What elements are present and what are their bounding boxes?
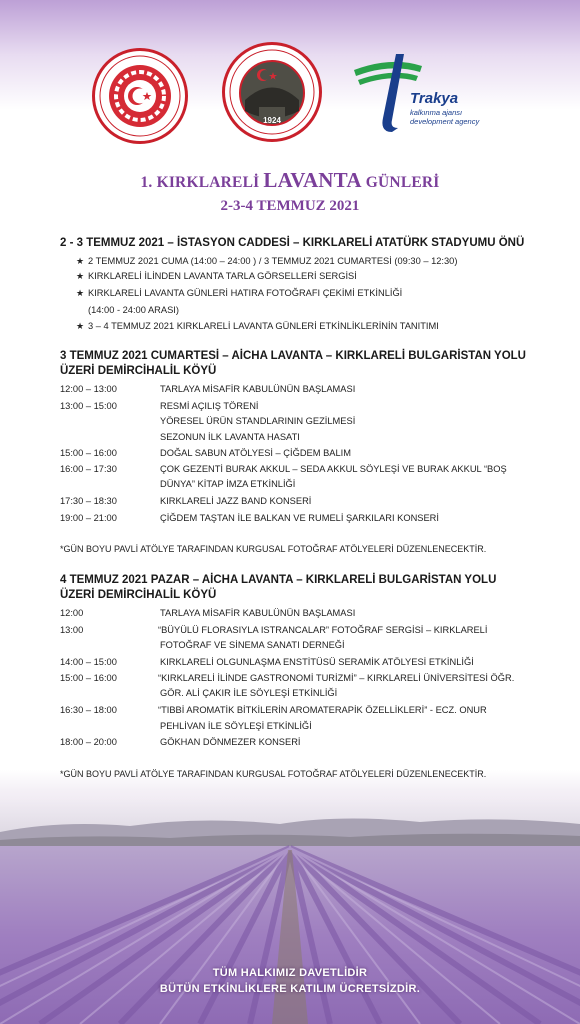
schedule-description: SEZONUN İLK LAVANTA HASATI <box>160 432 300 442</box>
poster-dates: 2-3-4 TEMMUZ 2021 <box>220 198 360 214</box>
schedule-time: 18:00 – 20:00 <box>60 737 117 747</box>
bullet-star-icon: ★ <box>76 271 85 281</box>
schedule-time: 13:00 <box>60 625 84 635</box>
schedule-description: TARLAYA MİSAFİR KABULÜNÜN BAŞLAMASI <box>160 384 356 394</box>
section2-heading-line2: ÜZERİ DEMİRCİHALİL KÖYÜ <box>60 365 217 377</box>
schedule-time: 13:00 – 15:00 <box>60 401 117 411</box>
poster-title <box>0 168 580 193</box>
schedule-description: DÜNYA” KİTAP İMZA ETKİNLİĞİ <box>160 479 296 489</box>
section3-note: *GÜN BOYU PAVLİ ATÖLYE TARAFINDAN KURGUSAL FOTOĞRAF ATÖLYELERİ DÜZENLENECEKTİR. <box>60 769 487 779</box>
schedule-description: “KIRKLARELİ İLİNDE GASTRONOMİ TURİZMİ” – KIRKLARELİ ÜNİVERSİTESİ ÖĞR. <box>158 673 515 683</box>
bullet-star-icon: ★ <box>76 256 85 266</box>
section1-line: KIRKLARELİ İLİNDEN LAVANTA TARLA GÖRSELLERİ SERGİSİ <box>88 271 357 281</box>
section2-note: *GÜN BOYU PAVLİ ATÖLYE TARAFINDAN KURGUSAL FOTOĞRAF ATÖLYELERİ DÜZENLENECEKTİR. <box>60 544 487 554</box>
schedule-time: 17:30 – 18:30 <box>60 496 117 506</box>
schedule-time: 12:00 – 13:00 <box>60 384 117 394</box>
section2-heading <box>60 349 530 379</box>
footer-free-entry: BÜTÜN ETKİNLİKLERE KATILIM ÜCRETSİZDİR. <box>159 983 421 995</box>
title-part3: GÜNLERİ <box>361 174 440 191</box>
schedule-description: GÖR. ALİ ÇAKIR İLE SÖYLEŞİ ETKİNLİĞİ <box>160 688 338 698</box>
schedule-time: 16:30 – 18:00 <box>60 705 117 715</box>
section1-heading: 2 - 3 TEMMUZ 2021 – İSTASYON CADDESİ – KIRKLARELİ ATATÜRK STADYUMU ÖNÜ <box>60 237 525 249</box>
schedule-time: 12:00 <box>60 608 84 618</box>
bullet-star-icon: ★ <box>76 288 85 298</box>
schedule-description: PEHLİVAN İLE SÖYLEŞİ ETKİNLİĞİ <box>160 721 312 731</box>
title-part1: 1. KIRKLARELİ <box>140 174 264 191</box>
schedule-description: “TIBBİ AROMATİK BİTKİLERİN AROMATERAPİK ÖZELLİKLERİ” - ECZ. ONUR <box>158 705 487 715</box>
schedule-time: 15:00 – 16:00 <box>60 673 117 683</box>
section3-heading-line2: ÜZERİ DEMİRCİHALİL KÖYÜ <box>60 589 217 601</box>
ministry-seal-ring <box>95 51 185 141</box>
title-part2: LAVANTA <box>263 168 362 192</box>
kirklareli-valilik-seal-logo <box>222 42 322 142</box>
schedule-time: 15:00 – 16:00 <box>60 448 117 458</box>
trakya-agency-logo <box>352 48 502 138</box>
schedule-description: ÇOK GEZENTİ BURAK AKKUL – SEDA AKKUL SÖYLEŞİ VE BURAK AKKUL “BOŞ <box>160 464 507 474</box>
section1-line: KIRKLARELİ LAVANTA GÜNLERİ HATIRA FOTOĞRAFI ÇEKİMİ ETKİNLİĞİ <box>88 288 403 298</box>
trakya-name: Trakya <box>410 90 459 107</box>
schedule-description: TARLAYA MİSAFİR KABULÜNÜN BAŞLAMASI <box>160 608 356 618</box>
schedule-description: FOTOĞRAF VE SİNEMA SANATI DERNEĞİ <box>160 640 345 650</box>
footer-invitation: TÜM HALKIMIZ DAVETLİDİR <box>212 967 368 979</box>
schedule-time: 19:00 – 21:00 <box>60 513 117 523</box>
schedule-description: KIRKLARELİ JAZZ BAND KONSERİ <box>160 496 312 506</box>
section2-heading-line1: 3 TEMMUZ 2021 CUMARTESİ – AİCHA LAVANTA – KIRKLARELİ BULGARİSTAN YOLU <box>60 350 526 362</box>
trakya-subtitle-tr: kalkınma ajansı <box>410 108 463 117</box>
trakya-subtitle <box>410 108 479 126</box>
section1-line: 2 TEMMUZ 2021 CUMA (14:00 – 24:00 ) / 3 TEMMUZ 2021 CUMARTESİ (09:30 – 12:30) <box>88 256 458 266</box>
schedule-description: DOĞAL SABUN ATÖLYESİ – ÇİĞDEM BALIM <box>160 448 351 458</box>
schedule-time: 14:00 – 15:00 <box>60 657 117 667</box>
section1-line: 3 – 4 TEMMUZ 2021 KIRKLARELİ LAVANTA GÜNLERİ ETKİNLİKLERİNİN TANITIMI <box>88 321 439 331</box>
schedule-description: ÇİĞDEM TAŞTAN İLE BALKAN VE RUMELİ ŞARKILARI KONSERİ <box>160 513 439 523</box>
schedule-time: 16:00 – 17:30 <box>60 464 117 474</box>
bullet-star-icon: ★ <box>76 321 85 331</box>
ministry-seal-logo <box>92 48 188 144</box>
section3-heading-line1: 4 TEMMUZ 2021 PAZAR – AİCHA LAVANTA – KIRKLARELİ BULGARİSTAN YOLU <box>60 574 497 586</box>
schedule-description: KIRKLARELİ OLGUNLAŞMA ENSTİTÜSÜ SERAMİK ATÖLYESİ ETKİNLİĞİ <box>160 657 474 667</box>
schedule-description: RESMİ AÇILIŞ TÖRENİ <box>160 401 259 411</box>
schedule-description: YÖRESEL ÜRÜN STANDLARININ GEZİLMESİ <box>160 416 356 426</box>
valilik-year: 1924 <box>263 116 281 125</box>
section3-heading <box>60 573 530 603</box>
section1-line: (14:00 - 24:00 ARASI) <box>88 305 179 315</box>
schedule-description: GÖKHAN DÖNMEZER KONSERİ <box>160 737 301 747</box>
schedule-description: “BÜYÜLÜ FLORASIYLA ISTRANCALAR” FOTOĞRAF SERGİSİ – KIRKLARELİ <box>158 625 488 635</box>
trakya-subtitle-en: development agency <box>410 117 480 126</box>
